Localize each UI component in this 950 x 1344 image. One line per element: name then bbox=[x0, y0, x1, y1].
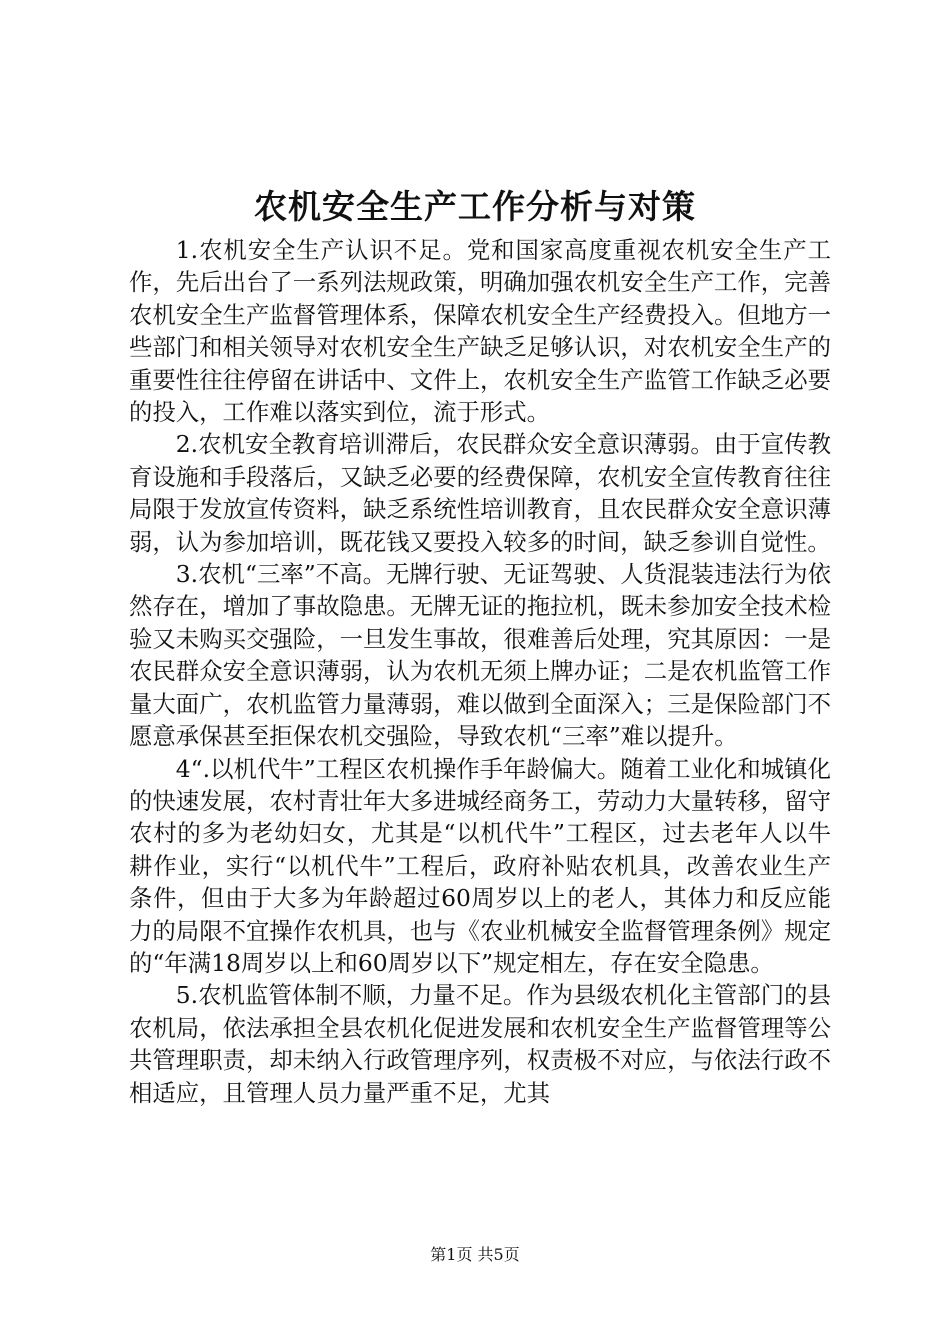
paragraph-1: 1.农机安全生产认识不足。党和国家高度重视农机安全生产工作，先后出台了一系列法规政策，明确加强农机安全生产工作，完善农机安全生产监督管理体系，保障农机安全生产经费投入。但地方一些部门和相关领导对农机安全生产缺乏足够认识，对农机安全生产的重要性往往停留在讲话中、文件上，农机安全生产监管工作缺乏必要的投入，工作难以落实到位，流于形式。 bbox=[129, 236, 831, 427]
document-body bbox=[129, 234, 831, 1109]
document-title: 农机安全生产工作分析与对策 bbox=[254, 187, 696, 226]
paragraph-2: 2.农机安全教育培训滞后，农民群众安全意识薄弱。由于宣传教育设施和手段落后，又缺乏必要的经费保障，农机安全宣传教育往往局限于发放宣传资料，缺乏系统性培训教育，且农民群众安全意识薄弱，认为参加培训，既花钱又要投入较多的时间，缺乏参训自觉性。 bbox=[129, 430, 831, 556]
paragraph-5: 5.农机监管体制不顺，力量不足。作为县级农机化主管部门的县农机局，依法承担全县农机化促进发展和农机安全生产监督管理等公共管理职责，却未纳入行政管理序列，权责极不对应，与依法行政不相适应，且管理人员力量严重不足，尤其 bbox=[129, 981, 831, 1107]
page-footer: 第1页 共5页 bbox=[430, 1245, 520, 1264]
paragraph-3: 3.农机“三率”不高。无牌行驶、无证驾驶、人货混装违法行为依然存在，增加了事故隐患。无牌无证的拖拉机，既未参加安全技术检验又未购买交强险，一旦发生事故，很难善后处理，究其原因：一是农民群众安全意识薄弱，认为农机无须上牌办证；二是农机监管工作量大面广，农机监管力量薄弱，难以做到全面深入；三是保险部门不愿意承保甚至拒保农机交强险，导致农机“三率”难以提升。 bbox=[129, 560, 831, 751]
paragraph-4: 4“.以机代牛”工程区农机操作手年龄偏大。随着工业化和城镇化的快速发展，农村青壮年大多进城经商务工，劳动力大量转移，留守农村的多为老幼妇女，尤其是“以机代牛”工程区，过去老年人以牛耕作业，实行“以机代牛”工程后，政府补贴农机具，改善农业生产条件，但由于大多为年龄超过60周岁以上的老人，其体力和反应能力的局限不宜操作农机具，也与《农业机械安全监督管理条例》规定的“年满18周岁以上和60周岁以下”规定相左，存在安全隐患。 bbox=[129, 754, 831, 977]
